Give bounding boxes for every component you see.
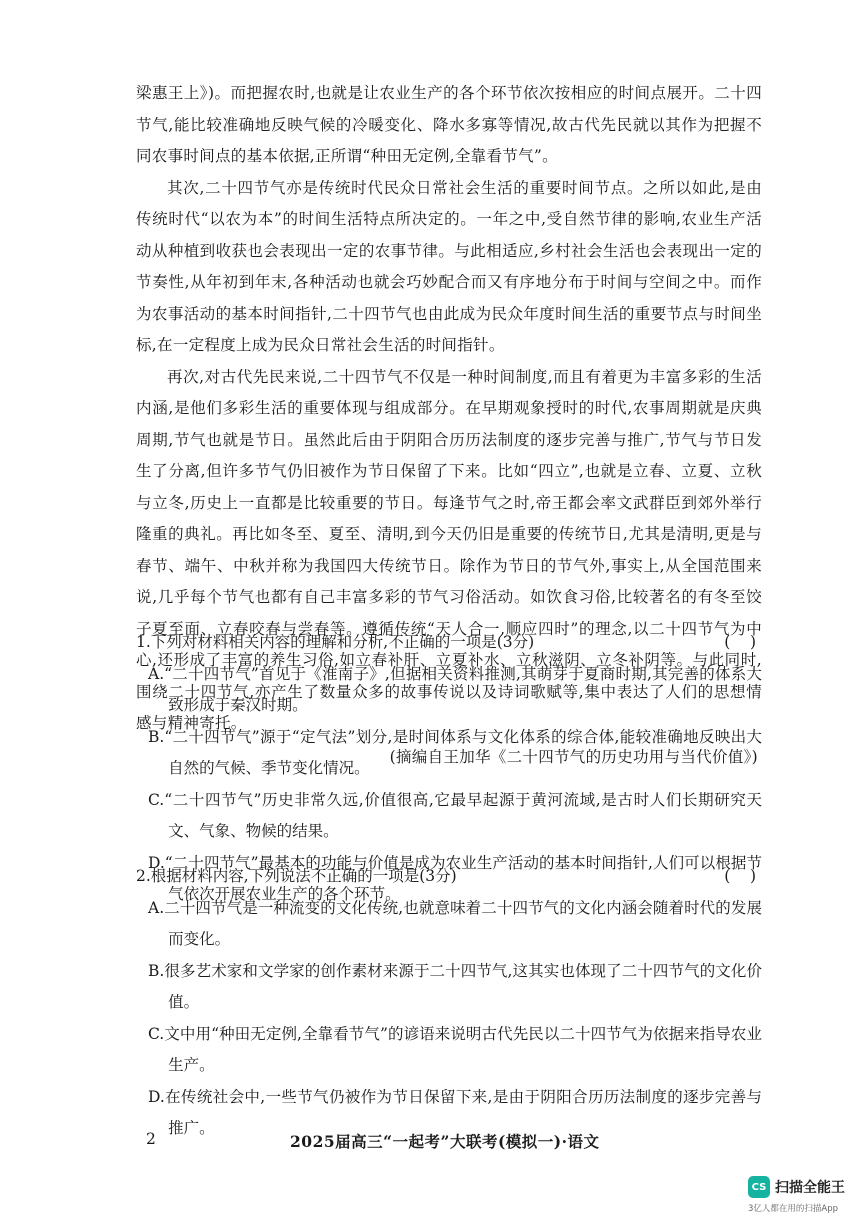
question-2-stem: [136, 861, 762, 893]
page-number: 2: [146, 1130, 156, 1148]
exam-title: 2025届高三“一起考”大联考(模拟一)·语文: [290, 1132, 600, 1151]
passage-paragraph-2: 其次,二十四节气亦是传统时代民众日常社会生活的重要时间节点。之所以如此,是由传统时代“以农为本”的时间生活特点所决定的。一年之中,受自然节律的影响,农业生产活动从种植到收获也会表现出一定的农事节律。与此相适应,乡村社会生活也会表现出一定的节奏性,从年初到年末,各种活动也就会巧妙配合而又有序地分布于时间与空间之中。而作为农事活动的基本时间指针,二十四节气也由此成为民众年度时间生活的重要节点与时间坐标,在一定程度上成为民众日常社会生活的时间指针。: [136, 178, 762, 354]
question-2-answer-blank[interactable]: ( ): [724, 867, 756, 885]
question-1-text: 1.下列对材料相关内容的理解和分析,不正确的一项是(3分): [136, 633, 535, 651]
passage-paragraph-3: 再次,对古代先民来说,二十四节气不仅是一种时间制度,而且有着更为丰富多彩的生活内涵,是他们多彩生活的重要体现与组成部分。在早期观象授时的时代,农事周期就是庆典周期,节气也就是节日。虽然此后由于阴阳合历历法制度的逐步完善与推广,节气与节日发生了分离,但许多节气仍旧被作为节日保留了下来。比如“四立”,也就是立春、立夏、立秋与立冬,历史上一直都是比较重要的节日。每逢节气之时,帝王都会率文武群臣到郊外举行隆重的典礼。再比如冬至、夏至、清明,到今天仍旧是重要的传统节日,尤其是清明,更是与春节、端午、中秋并称为我国四大传统节日。除作为节日的节气外,事实上,从全国范围来说,几乎每个节气也都有自己丰富多彩的节气习俗活动。如饮食习俗,比较著名的有冬至饺子夏至面、立春咬春与尝春等。遵循传统“天人合一,顺应四时”的理念,以二十四节气为中心,还形成了丰富的养生习俗,如立春补肝、立夏补水、立秋滋阴、立冬补阴等。与此同时,围绕二十四节气,亦产生了数量众多的故事传说以及诗词歌赋等,集中表达了人们的思想情感与精神寄托。: [136, 367, 762, 732]
question-1-answer-blank[interactable]: ( ): [724, 633, 756, 651]
question-2-option-c[interactable]: C.文中用“种田无定例,全靠看节气”的谚语来说明古代先民以二十四节气为依据来指导农业生产。: [148, 1024, 762, 1074]
question-2-text: 2.根据材料内容,下列说法不正确的一项是(3分): [136, 867, 457, 885]
question-2-option-d[interactable]: D.在传统社会中,一些节气仍被作为节日保留下来,是由于阴阳合历历法制度的逐步完善与推广。: [148, 1087, 762, 1137]
scanner-app-tagline: 3亿人都在用的扫描App: [748, 1204, 839, 1214]
question-2-option-b[interactable]: B.很多艺术家和文学家的创作素材来源于二十四节气,这其实也体现了二十四节气的文化价值。: [148, 961, 762, 1011]
camscanner-logo-icon: CS: [748, 1176, 770, 1198]
scanner-app-name: 扫描全能王: [775, 1180, 845, 1196]
question-1-option-a[interactable]: A.“二十四节气”首见于《淮南子》,但据相关资料推测,其萌芽于夏商时期,其完善的体系大致形成于秦汉时期。: [148, 664, 762, 714]
question-2-option-a[interactable]: A.二十四节气是一种流变的文化传统,也就意味着二十四节气的文化内涵会随着时代的发展而变化。: [148, 898, 762, 948]
question-1-option-d[interactable]: D.“二十四节气”最基本的功能与价值是成为农业生产活动的基本时间指针,人们可以根据节气依次开展农业生产的各个环节。: [148, 853, 762, 903]
question-1-option-c[interactable]: C.“二十四节气”历史非常久远,价值很高,它最早起源于黄河流域,是古时人们长期研究天文、气象、物候的结果。: [148, 790, 762, 840]
passage-paragraph-1: 梁惠王上》)。而把握农时,也就是让农业生产的各个环节依次按相应的时间点展开。二十四节气,能比较准确地反映气候的冷暖变化、降水多寡等情况,故古代先民就以其作为把握不同农事时间点的基本依据,正所谓“种田无定例,全靠看节气”。: [136, 84, 762, 165]
question-1-option-b[interactable]: B.“二十四节气”源于“定气法”划分,是时间体系与文化体系的综合体,能较准确地反映出大自然的气候、季节变化情况。: [148, 727, 762, 777]
question-2: [136, 861, 762, 1145]
passage-source: (摘编自王加华《二十四节气的历史功用与当代价值》): [389, 747, 758, 766]
scanner-watermark: [748, 1176, 845, 1198]
question-1-stem: [136, 627, 762, 659]
